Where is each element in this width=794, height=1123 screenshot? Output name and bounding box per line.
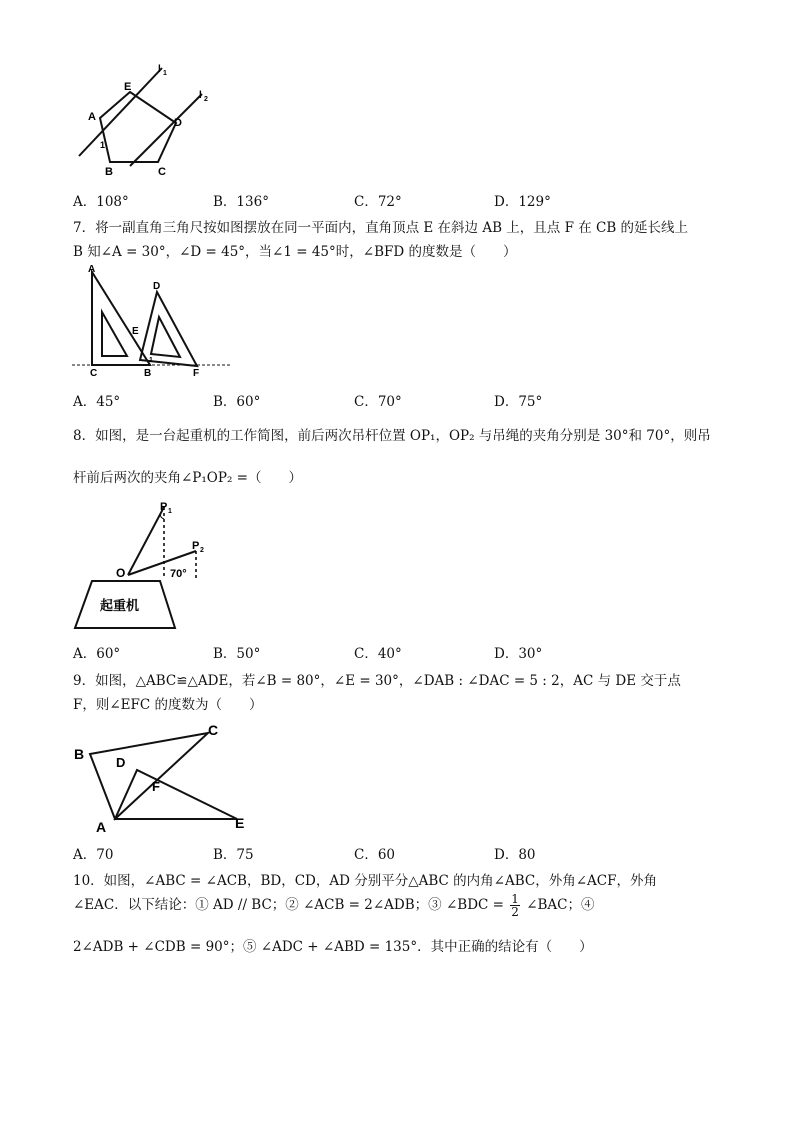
label-P2-sub: 2 [200,547,204,554]
q8-option-a[interactable]: A．60° [73,646,121,662]
q6-option-a[interactable]: A．108° [73,194,129,210]
label-l1-sub: 1 [163,70,167,77]
q9-text-line1: 9．如图，△ABC≌△ADE，若∠B = 80°，∠E = 30°，∠DAB : ∠DAC = 5 : 2，AC 与 DE 交于点 [73,673,681,689]
q9-option-d[interactable]: D．80 [494,847,536,863]
label-C: C [158,166,166,178]
q9-figure [72,715,262,835]
label-E: E [124,81,132,93]
q10-text-line1: 10．如图，∠ABC = ∠ACB，BD，CD，AD 分别平分△ABC 的内角∠ABC，外角∠ACF，外角 [73,873,657,889]
label-C: C [208,722,219,738]
q8-text-line1: 8．如图，是一台起重机的工作简图，前后两次吊杆位置 OP₁，OP₂ 与吊绳的夹角分别是 30°和 70°，则吊 [73,428,711,444]
q7-options [73,390,713,408]
label-A: A [88,264,96,275]
fraction-one-half [510,893,520,918]
q8-figure [72,497,222,632]
label-l2: l [199,90,202,101]
label-F: F [193,368,200,379]
label-angle-1: 1 [100,140,106,150]
q7-figure [72,262,232,380]
fraction-numerator: 1 [511,892,519,906]
q9-options [73,843,713,861]
q9-option-a[interactable]: A．70 [73,847,114,863]
label-E: E [132,326,139,337]
label-B: B [144,368,152,379]
q6-option-d[interactable]: D．129° [494,194,551,210]
q6-option-c[interactable]: C．72° [354,194,402,210]
q8-option-b[interactable]: B．50° [213,646,261,662]
q8-text-line2: 杆前后两次的夹角∠P₁OP₂ =（ ） [73,470,302,486]
label-A: A [96,819,107,835]
q7-option-b[interactable]: B．60° [213,394,261,410]
label-B: B [105,166,113,178]
label-P2: P [192,540,200,552]
label-angle-1: 1 [149,357,153,364]
q7-text-line1: 7．将一副直角三角尺按如图摆放在同一平面内，直角顶点 E 在斜边 AB 上，且点 F 在 CB 的延长线上 [73,220,689,236]
q7-text-line2: B 知∠A = 30°，∠D = 45°，当∠1 = 45°时，∠BFD 的度数是（ ） [73,244,517,260]
label-70-degrees: 70° [170,568,187,580]
q8-option-d[interactable]: D．30° [494,646,543,662]
label-l2-sub: 2 [204,96,208,103]
label-F: F [152,779,160,794]
label-C: C [90,368,98,379]
q7-option-c[interactable]: C．70° [354,394,402,410]
label-l1: l [158,64,161,75]
label-B: B [74,746,85,762]
label-O: O [116,566,126,580]
q9-option-b[interactable]: B．75 [213,847,254,863]
label-D: D [174,117,182,129]
q6-option-b[interactable]: B．136° [213,194,269,210]
q10-line2-part2: ∠BAC；④ [526,897,595,913]
q10-line2-part1: ∠EAC．以下结论：① AD // BC；② ∠ACB = 2∠ADB；③ ∠BDC = [73,897,504,913]
label-D: D [116,755,126,770]
label-crane: 起重机 [100,598,140,613]
q8-option-c[interactable]: C．40° [354,646,402,662]
label-P1-sub: 1 [168,508,172,515]
q7-option-d[interactable]: D．75° [494,394,543,410]
label-D: D [153,281,161,292]
q10-text-line3: 2∠ADB + ∠CDB = 90°；⑤ ∠ADC + ∠ABD = 135°．其中正确的结论有（ ） [73,939,593,955]
label-E: E [235,815,245,831]
q6-options [73,190,713,208]
q10-text-line2 [73,893,595,918]
q9-text-line2: F，则∠EFC 的度数为（ ） [73,697,263,713]
q7-option-a[interactable]: A．45° [73,394,121,410]
q8-options [73,642,713,660]
label-A: A [88,111,96,123]
q6-figure [72,60,222,178]
fraction-denominator: 2 [511,905,519,919]
q9-option-c[interactable]: C．60 [354,847,396,863]
label-P1: P [160,501,168,513]
